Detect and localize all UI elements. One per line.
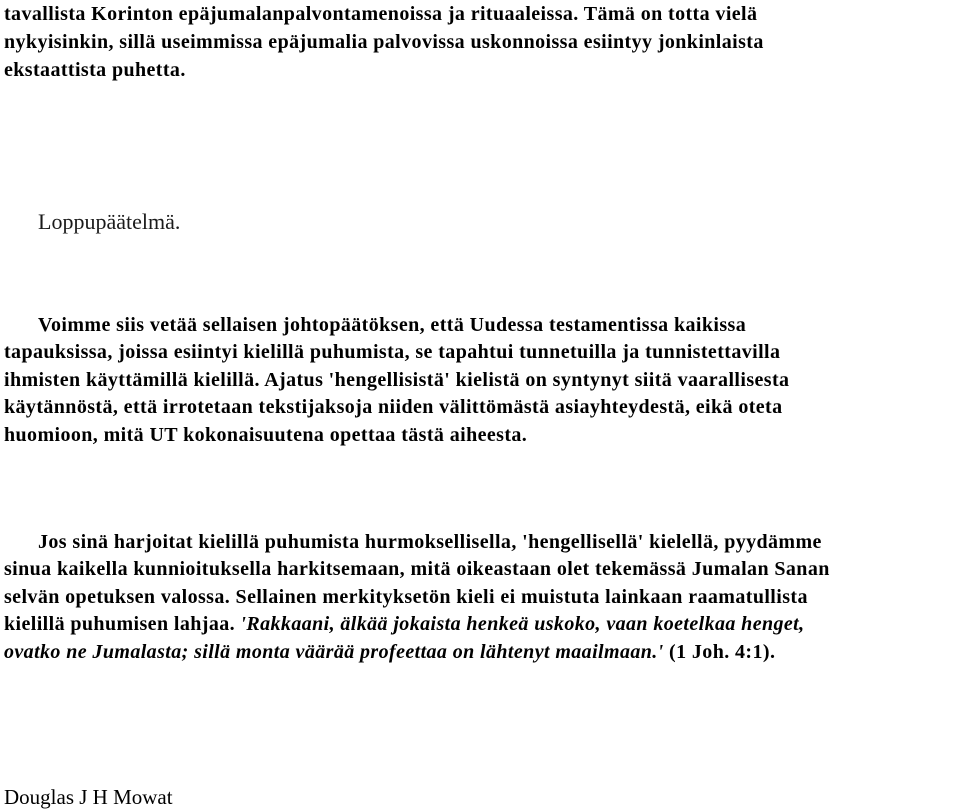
warning-line: Jos sinä harjoitat kielillä puhumista hurmoksellisella, 'hengellisellä' kielellä, pyydämme	[38, 531, 822, 553]
warning-line-plain: kielillä puhumisen lahjaa.	[4, 613, 241, 636]
conclusion-line: ihmisten käyttämillä kielillä. Ajatus 'hengellisistä' kielistä on syntynyt siitä vaarallisesta	[4, 368, 790, 391]
conclusion-line: käytännöstä, että irrotetaan tekstijaksoja niiden välittömästä asiayhteydestä, eikä oteta	[4, 396, 783, 419]
section-heading	[4, 208, 960, 236]
author-signature	[4, 784, 960, 811]
bible-quote: ovatko ne Jumalasta; sillä monta väärää profeettaa on lähtenyt maailmaan.'	[4, 640, 664, 663]
conclusion-line: Voimme siis vetää sellaisen johtopäätöksen, että Uudessa testamentissa kaikissa	[38, 314, 747, 336]
intro-line: ekstaattista puhetta.	[4, 59, 186, 81]
conclusion-paragraph	[4, 312, 960, 449]
section-heading-text: Loppupäätelmä.	[38, 209, 181, 234]
intro-line: nykyisinkin, sillä useimmissa epäjumalia palvovissa uskonnoissa esiintyy jonkinlaista	[4, 31, 764, 53]
bible-quote: 'Rakkaani, älkää jokaista henkeä uskoko, vaan koetelkaa henget,	[240, 613, 805, 636]
conclusion-line: huomioon, mitä UT kokonaisuutena opettaa tästä aiheesta.	[4, 423, 528, 446]
warning-line	[4, 611, 960, 638]
intro-line: tavallista Korinton epäjumalanpalvontamenoissa ja rituaaleissa. Tämä on totta vielä	[4, 3, 758, 25]
conclusion-line: tapauksissa, joissa esiintyi kielillä puhumista, se tapahtui tunnetuilla ja tunnistettavilla	[4, 341, 781, 364]
author-name: Douglas J H Mowat	[4, 785, 173, 809]
bible-reference: (1 Joh. 4:1).	[663, 640, 776, 663]
intro-paragraph	[4, 0, 960, 84]
warning-paragraph	[4, 529, 960, 666]
warning-line: selvän opetuksen valossa. Sellainen merkityksetön kieli ei muistuta lainkaan raamatullista	[4, 585, 808, 608]
warning-line: sinua kaikella kunnioituksella harkitsemaan, mitä oikeastaan olet tekemässä Jumalan Sanan	[4, 558, 830, 581]
warning-line	[4, 639, 960, 666]
